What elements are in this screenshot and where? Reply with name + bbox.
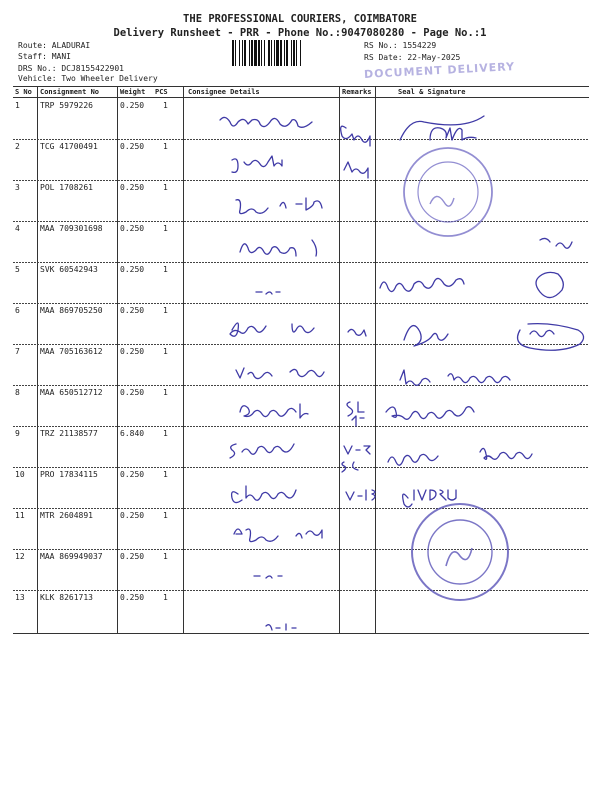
row-pcs: 1 — [163, 183, 168, 192]
row-consignment-no: POL 1708261 — [40, 183, 93, 192]
col-header-remarks: Remarks — [342, 88, 372, 96]
barcode-bar — [286, 40, 288, 66]
route-text: Route: ALADURAI — [18, 41, 91, 50]
barcode-bar — [284, 40, 285, 66]
row-sno: 12 — [15, 552, 25, 561]
row-pcs: 1 — [163, 347, 168, 356]
row-consignment-no: MAA 869949037 — [40, 552, 103, 561]
col-header-weight: Weight — [120, 88, 146, 96]
row-weight: 0.250 — [120, 388, 145, 397]
row-weight: 0.250 — [120, 552, 145, 561]
row-pcs: 1 — [163, 142, 168, 151]
row-consignment-no: MAA 869705250 — [40, 306, 103, 315]
barcode-bar — [244, 40, 246, 66]
barcode-bar — [242, 40, 243, 66]
row-weight: 0.250 — [120, 511, 145, 520]
row-consignment-no: MAA 709301698 — [40, 224, 103, 233]
col-header-consignee: Consignee Details — [188, 88, 260, 96]
row-sno: 7 — [15, 347, 20, 356]
col-header-consignment: Consignment No — [40, 88, 100, 96]
row-consignment-no: MTR 2604891 — [40, 511, 93, 520]
barcode-bar — [232, 40, 234, 66]
row-consignment-no: TRP 5979226 — [40, 101, 93, 110]
row-pcs: 1 — [163, 429, 168, 438]
row-weight: 0.250 — [120, 101, 145, 110]
barcode-bar — [274, 40, 275, 66]
barcode-bar — [296, 40, 297, 66]
barcode-bar — [293, 40, 295, 66]
barcode-bar — [235, 40, 236, 66]
row-pcs: 1 — [163, 101, 168, 110]
rs-date: RS Date: 22-May-2025 — [364, 53, 461, 62]
row-pcs: 1 — [163, 265, 168, 274]
row-sno: 5 — [15, 265, 20, 274]
row-pcs: 1 — [163, 224, 168, 233]
row-consignment-no: MAA 705163612 — [40, 347, 103, 356]
row-sno: 8 — [15, 388, 20, 397]
row-sno: 9 — [15, 429, 20, 438]
row-sno: 1 — [15, 101, 20, 110]
row-pcs: 1 — [163, 552, 168, 561]
barcode-bar — [271, 40, 272, 66]
row-pcs: 1 — [163, 306, 168, 315]
row-weight: 0.250 — [120, 142, 145, 151]
row-sno: 2 — [15, 142, 20, 151]
row-pcs: 1 — [163, 511, 168, 520]
barcode-bar — [280, 40, 282, 66]
row-sno: 11 — [15, 511, 25, 520]
vehicle-text: Vehicle: Two Wheeler Delivery — [18, 74, 158, 83]
rs-number: RS No.: 1554229 — [364, 41, 437, 50]
row-pcs: 1 — [163, 470, 168, 479]
row-consignment-no: TRZ 21138577 — [40, 429, 98, 438]
barcode-bar — [239, 40, 240, 66]
staff-text: Staff: MANI — [18, 52, 71, 61]
barcode — [232, 40, 356, 66]
barcode-bar — [251, 40, 253, 66]
barcode-bar — [291, 40, 292, 66]
row-sno: 6 — [15, 306, 20, 315]
row-weight: 0.250 — [120, 593, 145, 602]
row-weight: 0.250 — [120, 347, 145, 356]
row-weight: 0.250 — [120, 265, 145, 274]
row-consignment-no: KLK 8261713 — [40, 593, 93, 602]
row-weight: 0.250 — [120, 183, 145, 192]
barcode-bar — [261, 40, 262, 66]
barcode-bar — [300, 40, 301, 66]
row-pcs: 1 — [163, 593, 168, 602]
barcode-bar — [264, 40, 265, 66]
row-sno: 3 — [15, 183, 20, 192]
row-weight: 0.250 — [120, 306, 145, 315]
col-header-seal: Seal & Signature — [398, 88, 466, 96]
col-header-sno: S No — [15, 88, 32, 96]
row-sno: 4 — [15, 224, 20, 233]
row-consignment-no: SVK 60542943 — [40, 265, 98, 274]
drs-number: DRS No.: DCJ8155422901 — [18, 64, 124, 73]
col-header-pcs: PCS — [155, 88, 168, 96]
row-sno: 13 — [15, 593, 25, 602]
barcode-bar — [258, 40, 260, 66]
barcode-bar — [268, 40, 270, 66]
row-consignment-no: PRO 17834115 — [40, 470, 98, 479]
barcode-bar — [249, 40, 250, 66]
document-delivery-stamp: DOCUMENT DELIVERY — [363, 60, 516, 81]
row-sno: 10 — [15, 470, 25, 479]
runsheet-subtitle: Delivery Runsheet - PRR - Phone No.:9047080280 - Page No.:1 — [113, 27, 487, 39]
barcode-bar — [254, 40, 257, 66]
row-weight: 0.250 — [120, 470, 145, 479]
row-pcs: 1 — [163, 388, 168, 397]
company-title: THE PROFESSIONAL COURIERS, COIMBATORE — [183, 13, 417, 25]
row-weight: 6.840 — [120, 429, 145, 438]
row-consignment-no: MAA 650512712 — [40, 388, 103, 397]
row-weight: 0.250 — [120, 224, 145, 233]
barcode-bar — [276, 40, 279, 66]
row-consignment-no: TCG 41700491 — [40, 142, 98, 151]
